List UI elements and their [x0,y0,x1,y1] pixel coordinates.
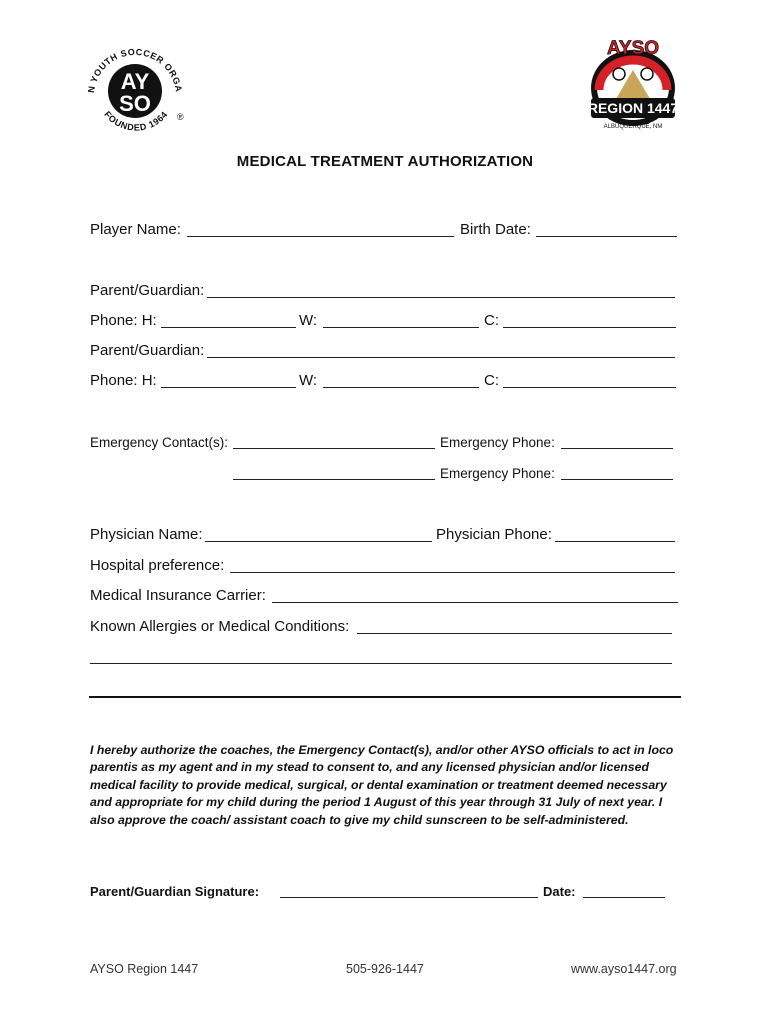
phone-home-2-field[interactable] [161,387,296,388]
physician-name-label: Physician Name: [90,526,203,543]
birth-date-label: Birth Date: [460,221,531,238]
emergency-phone-2-field[interactable] [561,479,673,480]
section-divider [89,696,681,698]
logo-mark-top: AY [120,69,150,94]
physician-name-field[interactable] [205,541,432,542]
emergency-contact-2-field[interactable] [233,479,435,480]
parent-guardian-1-label: Parent/Guardian: [90,282,205,299]
insurance-carrier-label: Medical Insurance Carrier: [90,587,266,604]
birth-date-field[interactable] [536,236,677,237]
phone-cell-1-label: C: [484,312,499,329]
logo-region-text: REGION 1447 [587,100,679,116]
logo-ring-bottom-text: FOUNDED 1964 [102,109,170,133]
phone-work-2-label: W: [299,372,318,389]
phone-cell-1-field[interactable] [503,327,676,328]
ayso-national-logo [80,36,190,146]
allergies-label: Known Allergies or Medical Conditions: [90,618,350,635]
player-name-label: Player Name: [90,221,181,238]
footer-website: www.ayso1447.org [571,962,677,976]
phone-work-1-field[interactable] [323,327,479,328]
logo-ayso-text: AYSO [606,38,660,59]
ayso-region-1447-logo [583,34,683,136]
form-title: MEDICAL TREATMENT AUTHORIZATION [236,153,534,170]
allergies-field[interactable] [357,633,672,634]
physician-phone-label: Physician Phone: [436,526,552,543]
signature-date-field[interactable] [583,897,665,898]
hospital-preference-field[interactable] [230,572,675,573]
authorization-statement: I hereby authorize the coaches, the Emergency Contact(s), and/or other AYSO officials to act in loco parentis as my agent and in my stead to consent to, and any licensed physician and/or licensed medical facility to provide medical, surgical, or dental examination or treatment deemed necessary and appropriate for my child during the period 1 August of this year through 31 July of next year. I also approve the coach/ assistant coach to give my child sunscreen to be self-administered. [90,743,674,827]
phone-home-1-field[interactable] [161,327,296,328]
phone-cell-2-label: C: [484,372,499,389]
phone-work-2-field[interactable] [323,387,479,388]
emergency-contacts-label: Emergency Contact(s): [90,435,229,450]
footer-phone: 505-926-1447 [346,962,424,976]
logo-ring-top-text: N YOUTH SOCCER ORGA [86,46,184,94]
phone-home-1-label: Phone: H: [90,312,157,329]
physician-phone-field[interactable] [555,541,675,542]
parent-guardian-1-field[interactable] [207,297,675,298]
phone-home-2-label: Phone: H: [90,372,157,389]
phone-work-1-label: W: [299,312,318,329]
emergency-phone-1-label: Emergency Phone: [440,435,555,450]
logo-mark-bottom: SO [119,91,151,116]
emergency-contact-1-field[interactable] [233,448,435,449]
emergency-phone-1-field[interactable] [561,448,673,449]
hospital-preference-label: Hospital preference: [90,557,225,574]
signature-field[interactable] [280,897,538,898]
player-name-field[interactable] [187,236,454,237]
emergency-phone-2-label: Emergency Phone: [440,466,555,481]
parent-guardian-2-label: Parent/Guardian: [90,342,205,359]
insurance-carrier-field[interactable] [272,602,678,603]
logo-registered-mark: ® [177,112,184,122]
signature-label: Parent/Guardian Signature: [90,884,260,899]
footer-org: AYSO Region 1447 [90,962,199,976]
logo-city-text: ALBUQUERQUE, NM [603,124,663,130]
parent-guardian-2-field[interactable] [207,357,675,358]
phone-cell-2-field[interactable] [503,387,676,388]
allergies-field-continued[interactable] [90,663,672,664]
signature-date-label: Date: [543,884,576,899]
